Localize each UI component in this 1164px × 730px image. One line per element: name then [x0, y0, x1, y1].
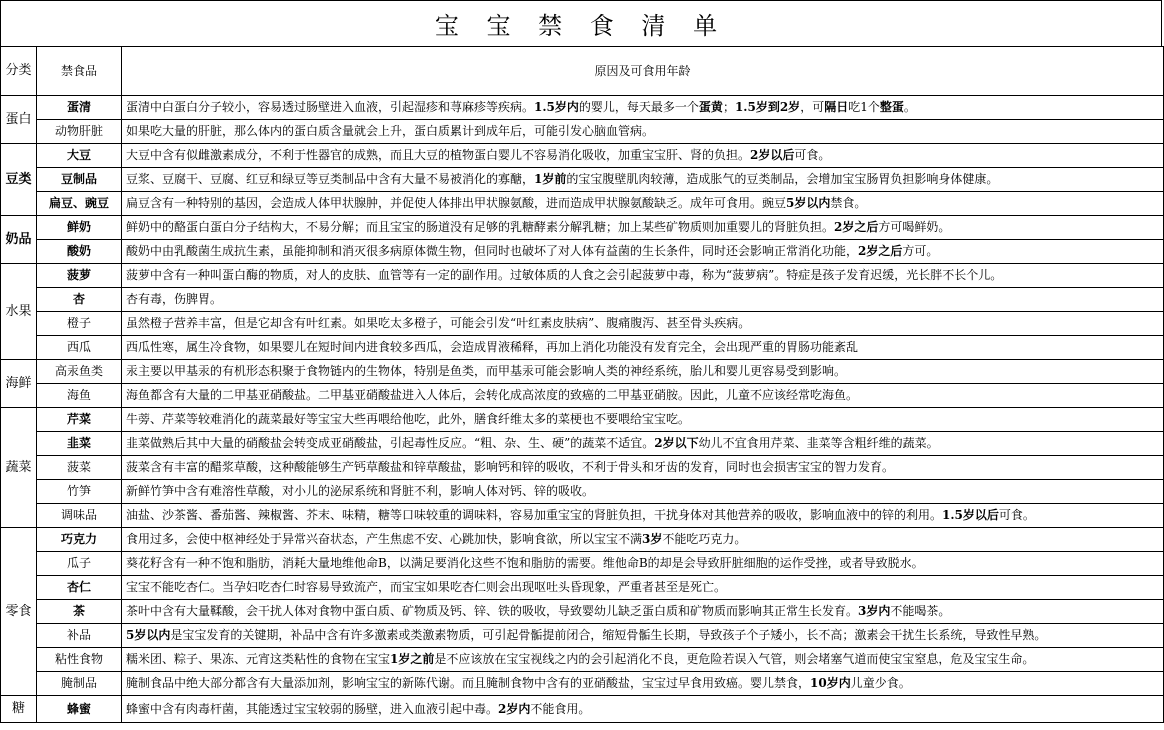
table-row — [1, 600, 1164, 624]
food-name: 大豆 — [37, 144, 122, 168]
reason-text: 虽然橙子营养丰富，但是它却含有叶红素。如果吃太多橙子，可能会引发“叶红素皮肤病”、腹痛腹泻、甚至骨头疾病。 — [122, 312, 1164, 336]
reason-text: 新鲜竹笋中含有难溶性草酸，对小儿的泌尿系统和肾脏不利，影响人体对钙、锌的吸收。 — [122, 480, 1164, 504]
food-name: 杏仁 — [37, 576, 122, 600]
header-reason: 原因及可食用年龄 — [122, 47, 1164, 96]
reason-text: 扁豆含有一种特别的基因，会造成人体甲状腺肿，并促使人体排出甲状腺氨酸，进而造成甲状腺氨酸缺乏。成年可食用。豌豆5岁以内禁食。 — [122, 192, 1164, 216]
category-cell: 蛋白 — [1, 96, 37, 144]
table-row — [1, 96, 1164, 120]
reason-text: 蜂蜜中含有肉毒杆菌，其能透过宝宝较弱的肠壁，进入血液引起中毒。2岁内不能食用。 — [122, 696, 1164, 723]
header-category: 分类 — [1, 47, 37, 96]
reason-text: 西瓜性寒，属生冷食物，如果婴儿在短时间内进食较多西瓜，会造成胃液稀释，再加上消化功能没有发育完全，会出现严重的胃肠功能紊乱 — [122, 336, 1164, 360]
reason-text: 如果吃大量的肝脏，那么体内的蛋白质含量就会上升，蛋白质累计到成年后，可能引发心脑血管病。 — [122, 120, 1164, 144]
reason-text: 油盐、沙茶酱、番茄酱、辣椒酱、芥末、味精，糖等口味较重的调味料，容易加重宝宝的肾脏负担，干扰身体对其他营养的吸收，影响血液中的锌的利用。1.5岁以后可食。 — [122, 504, 1164, 528]
reason-text: 鲜奶中的酪蛋白蛋白分子结构大，不易分解；而且宝宝的肠道没有足够的乳糖酵素分解乳糖；加上某些矿物质则加重婴儿的肾脏负担。2岁之后方可喝鲜奶。 — [122, 216, 1164, 240]
reason-text: 汞主要以甲基汞的有机形态积聚于食物链内的生物体，特别是鱼类，而甲基汞可能会影响人类的神经系统，胎儿和婴儿更容易受到影响。 — [122, 360, 1164, 384]
reason-text: 牛蒡、芹菜等较难消化的蔬菜最好等宝宝大些再喂给他吃，此外，膳食纤维太多的菜梗也不要喂给宝宝吃。 — [122, 408, 1164, 432]
food-name: 菠菜 — [37, 456, 122, 480]
table-row — [1, 408, 1164, 432]
reason-text: 菠菜含有丰富的醋浆草酸，这种酸能够生产钙草酸盐和锌草酸盐，影响钙和锌的吸收，不利于骨头和牙齿的发育，同时也会损害宝宝的智力发育。 — [122, 456, 1164, 480]
food-name: 西瓜 — [37, 336, 122, 360]
food-name: 扁豆、豌豆 — [37, 192, 122, 216]
category-cell: 蔬菜 — [1, 408, 37, 528]
table-row — [1, 144, 1164, 168]
table-row — [1, 264, 1164, 288]
table-row — [1, 120, 1164, 144]
food-name: 韭菜 — [37, 432, 122, 456]
food-name: 鲜奶 — [37, 216, 122, 240]
reason-text: 蛋清中白蛋白分子较小，容易透过肠壁进入血液，引起湿疹和荨麻疹等疾病。1.5岁内的婴儿，每天最多一个蛋黄；1.5岁到2岁，可隔日吃1个整蛋。 — [122, 96, 1164, 120]
table-row — [1, 336, 1164, 360]
category-cell: 豆类 — [1, 144, 37, 216]
reason-text: 杏有毒，伤脾胃。 — [122, 288, 1164, 312]
table-row — [1, 192, 1164, 216]
reason-text: 茶叶中含有大量鞣酸，会干扰人体对食物中蛋白质、矿物质及钙、锌、铁的吸收，导致婴幼儿缺乏蛋白质和矿物质而影响其正常生长发育。3岁内不能喝茶。 — [122, 600, 1164, 624]
table-row — [1, 696, 1164, 723]
reason-text: 韭菜做熟后其中大量的硝酸盐会转变成亚硝酸盐，引起毒性反应。“粗、杂、生、硬”的蔬菜不适宜。2岁以下幼儿不宜食用芹菜、韭菜等含粗纤维的蔬菜。 — [122, 432, 1164, 456]
food-name: 高汞鱼类 — [37, 360, 122, 384]
food-name: 蜂蜜 — [37, 696, 122, 723]
food-name: 杏 — [37, 288, 122, 312]
food-name: 竹笋 — [37, 480, 122, 504]
table-row — [1, 648, 1164, 672]
table-row — [1, 456, 1164, 480]
table-row — [1, 504, 1164, 528]
category-cell: 零食 — [1, 528, 37, 696]
food-name: 粘性食物 — [37, 648, 122, 672]
reason-text: 大豆中含有似雌激素成分，不利于性器官的成熟，而且大豆的植物蛋白婴儿不容易消化吸收，加重宝宝肝、肾的负担。2岁以后可食。 — [122, 144, 1164, 168]
table-row — [1, 432, 1164, 456]
category-cell: 水果 — [1, 264, 37, 360]
food-name: 巧克力 — [37, 528, 122, 552]
reason-text: 糯米团、粽子、果冻、元宵这类粘性的食物在宝宝1岁之前是不应该放在宝宝视线之内的会引起消化不良，更危险若误入气管，则会堵塞气道而使宝宝窒息，危及宝宝生命。 — [122, 648, 1164, 672]
reason-text: 腌制食品中绝大部分都含有大量添加剂，影响宝宝的新陈代谢。而且腌制食物中含有的亚硝酸盐，宝宝过早食用致癌。婴儿禁食，10岁内儿童少食。 — [122, 672, 1164, 696]
table-row — [1, 480, 1164, 504]
food-name: 动物肝脏 — [37, 120, 122, 144]
table-row — [1, 360, 1164, 384]
page-title: 宝 宝 禁 食 清 单 — [0, 0, 1162, 47]
reason-text: 5岁以内是宝宝发育的关键期，补品中含有许多激素或类激素物质，可引起骨骺提前闭合，缩短骨骺生长期，导致孩子个子矮小，长不高；激素会干扰生长系统，导致性早熟。 — [122, 624, 1164, 648]
food-name: 海鱼 — [37, 384, 122, 408]
table-row — [1, 384, 1164, 408]
table-row — [1, 528, 1164, 552]
food-name: 豆制品 — [37, 168, 122, 192]
food-name: 酸奶 — [37, 240, 122, 264]
forbidden-food-table — [0, 46, 1164, 723]
table-row — [1, 624, 1164, 648]
reason-text: 葵花籽含有一种不饱和脂肪，消耗大量地维他命B，以满足要消化这些不饱和脂肪的需要。维他命B的却是会导致肝脏细胞的运作受挫，或者导致脱水。 — [122, 552, 1164, 576]
reason-text: 海鱼都含有大量的二甲基亚硝酸盐。二甲基亚硝酸盐进入人体后，会转化成高浓度的致癌的二甲基亚硝胺。因此，儿童不应该经常吃海鱼。 — [122, 384, 1164, 408]
reason-text: 酸奶中由乳酸菌生成抗生素，虽能抑制和消灭很多病原体微生物，但同时也破坏了对人体有益菌的生长条件，同时还会影响正常消化功能，2岁之后方可。 — [122, 240, 1164, 264]
table-row — [1, 216, 1164, 240]
food-name: 蛋清 — [37, 96, 122, 120]
header-food: 禁食品 — [37, 47, 122, 96]
table-row — [1, 576, 1164, 600]
category-cell: 奶品 — [1, 216, 37, 264]
food-name: 调味品 — [37, 504, 122, 528]
reason-text: 宝宝不能吃杏仁。当孕妇吃杏仁时容易导致流产，而宝宝如果吃杏仁则会出现呕吐头昏现象，严重者甚至是死亡。 — [122, 576, 1164, 600]
food-name: 瓜子 — [37, 552, 122, 576]
table-row — [1, 168, 1164, 192]
food-name: 腌制品 — [37, 672, 122, 696]
food-name: 芹菜 — [37, 408, 122, 432]
category-cell: 糖 — [1, 696, 37, 723]
reason-text: 豆浆、豆腐干、豆腐、红豆和绿豆等豆类制品中含有大量不易被消化的寡醣，1岁前的宝宝腹壁肌肉较薄，造成胀气的豆类制品，会增加宝宝肠胃负担影响身体健康。 — [122, 168, 1164, 192]
table-row — [1, 312, 1164, 336]
food-name: 茶 — [37, 600, 122, 624]
header-row — [1, 47, 1164, 96]
category-cell: 海鲜 — [1, 360, 37, 408]
food-name: 补品 — [37, 624, 122, 648]
food-name: 橙子 — [37, 312, 122, 336]
table-row — [1, 552, 1164, 576]
reason-text: 食用过多，会使中枢神经处于异常兴奋状态，产生焦虑不安、心跳加快，影响食欲，所以宝宝不满3岁不能吃巧克力。 — [122, 528, 1164, 552]
table-row — [1, 288, 1164, 312]
reason-text: 菠萝中含有一种叫蛋白酶的物质，对人的皮肤、血管等有一定的副作用。过敏体质的人食之会引起菠萝中毒，称为“菠萝病”。特症是孩子发育迟缓，光长胖不长个儿。 — [122, 264, 1164, 288]
table-row — [1, 240, 1164, 264]
table-row — [1, 672, 1164, 696]
food-name: 菠萝 — [37, 264, 122, 288]
